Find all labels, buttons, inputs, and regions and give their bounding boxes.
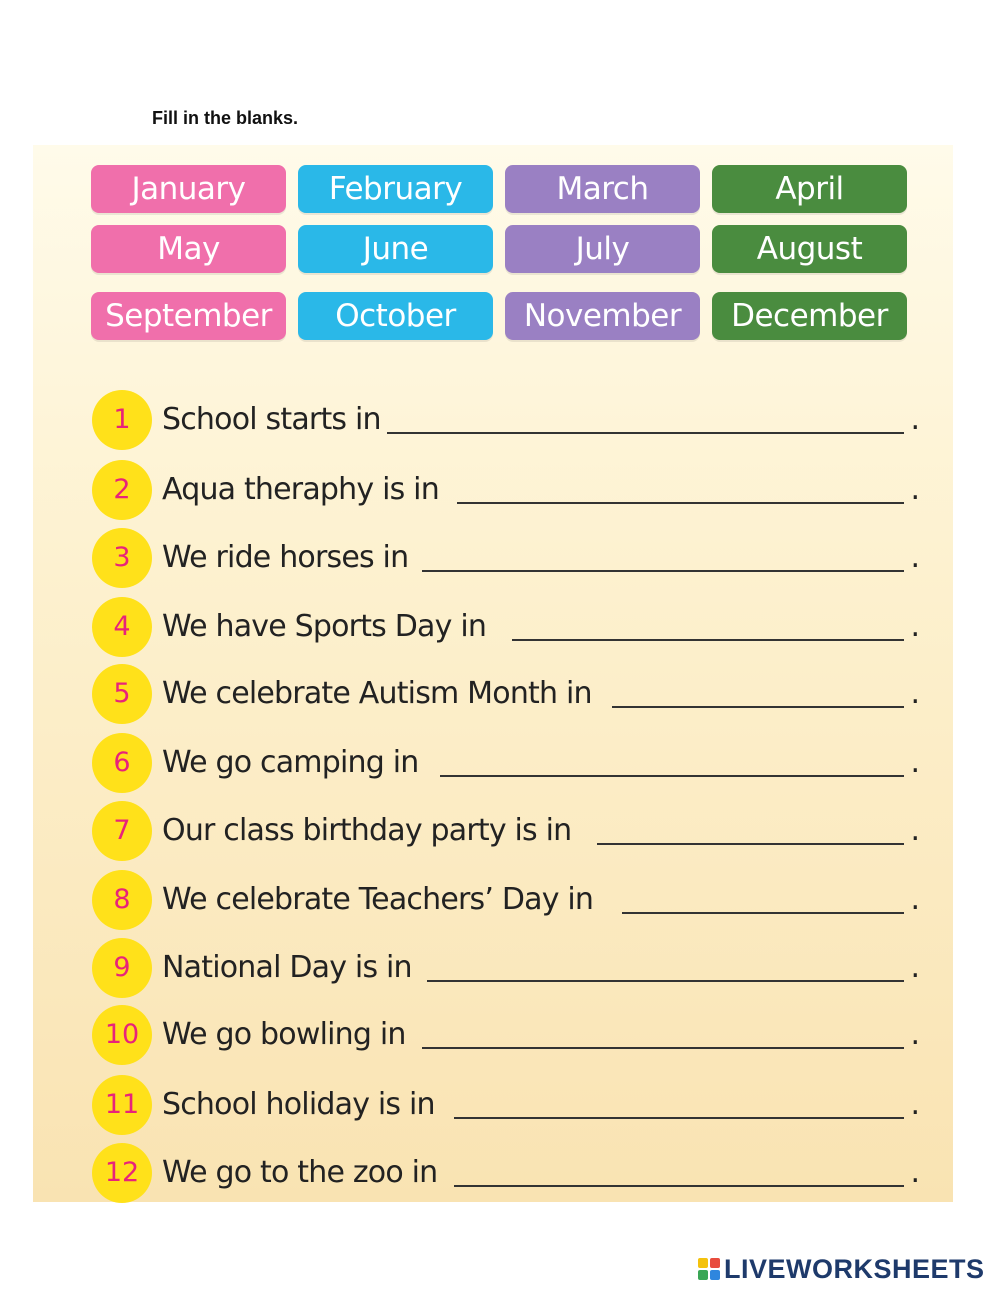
answer-blank[interactable] [454, 1185, 904, 1187]
period: . [910, 882, 920, 917]
question-number: 2 [92, 460, 152, 520]
period: . [910, 1087, 920, 1122]
period: . [910, 472, 920, 507]
period: . [910, 609, 920, 644]
question-text: School starts in [162, 402, 381, 437]
instruction-heading: Fill in the blanks. [152, 108, 299, 128]
answer-blank[interactable] [612, 706, 904, 708]
question-number: 1 [92, 390, 152, 450]
month-tile: March [505, 165, 700, 213]
month-tile: November [505, 292, 700, 340]
question-number: 4 [92, 597, 152, 657]
question-row [92, 597, 922, 657]
question-text: School holiday is in [162, 1087, 435, 1122]
answer-blank[interactable] [454, 1117, 904, 1119]
question-number: 6 [92, 733, 152, 793]
period: . [910, 676, 920, 711]
logo-text: LIVEWORKSHEETS [724, 1253, 985, 1284]
question-text: We go camping in [162, 745, 419, 780]
question-number: 7 [92, 801, 152, 861]
question-row [92, 870, 922, 930]
month-tile: October [298, 292, 493, 340]
question-text: National Day is in [162, 950, 412, 985]
question-number: 11 [92, 1075, 152, 1135]
question-number: 10 [92, 1005, 152, 1065]
month-tile: July [505, 225, 700, 273]
question-row [92, 460, 922, 520]
answer-blank[interactable] [597, 843, 904, 845]
question-number: 5 [92, 664, 152, 724]
month-tile: January [91, 165, 286, 213]
question-number: 8 [92, 870, 152, 930]
question-row [92, 801, 922, 861]
question-number: 12 [92, 1143, 152, 1203]
answer-blank[interactable] [622, 912, 904, 914]
month-tile: April [712, 165, 907, 213]
question-row [92, 390, 922, 450]
question-text: We celebrate Autism Month in [162, 676, 592, 711]
month-tile: August [712, 225, 907, 273]
question-row [92, 1005, 922, 1065]
answer-blank[interactable] [512, 639, 904, 641]
question-row [92, 1075, 922, 1135]
liveworksheets-logo [698, 1254, 985, 1284]
month-tile: December [712, 292, 907, 340]
answer-blank[interactable] [440, 775, 904, 777]
question-text: We have Sports Day in [162, 609, 487, 644]
question-number: 9 [92, 938, 152, 998]
answer-blank[interactable] [427, 980, 904, 982]
answer-blank[interactable] [457, 502, 904, 504]
period: . [910, 1155, 920, 1190]
question-row [92, 1143, 922, 1203]
month-tile: February [298, 165, 493, 213]
question-row [92, 664, 922, 724]
answer-blank[interactable] [422, 570, 904, 572]
question-row [92, 528, 922, 588]
month-tile: June [298, 225, 493, 273]
question-row [92, 938, 922, 998]
answer-blank[interactable] [387, 432, 904, 434]
answer-blank[interactable] [422, 1047, 904, 1049]
period: . [910, 813, 920, 848]
period: . [910, 402, 920, 437]
question-row [92, 733, 922, 793]
period: . [910, 540, 920, 575]
question-number: 3 [92, 528, 152, 588]
question-text: We ride horses in [162, 540, 409, 575]
period: . [910, 950, 920, 985]
period: . [910, 1017, 920, 1052]
question-text: Our class birthday party is in [162, 813, 572, 848]
question-text: Aqua theraphy is in [162, 472, 439, 507]
question-text: We go to the zoo in [162, 1155, 438, 1190]
logo-squares-icon [698, 1258, 720, 1280]
question-text: We celebrate Teachers’ Day in [162, 882, 594, 917]
month-tile: May [91, 225, 286, 273]
question-text: We go bowling in [162, 1017, 406, 1052]
period: . [910, 745, 920, 780]
month-tile: September [91, 292, 286, 340]
